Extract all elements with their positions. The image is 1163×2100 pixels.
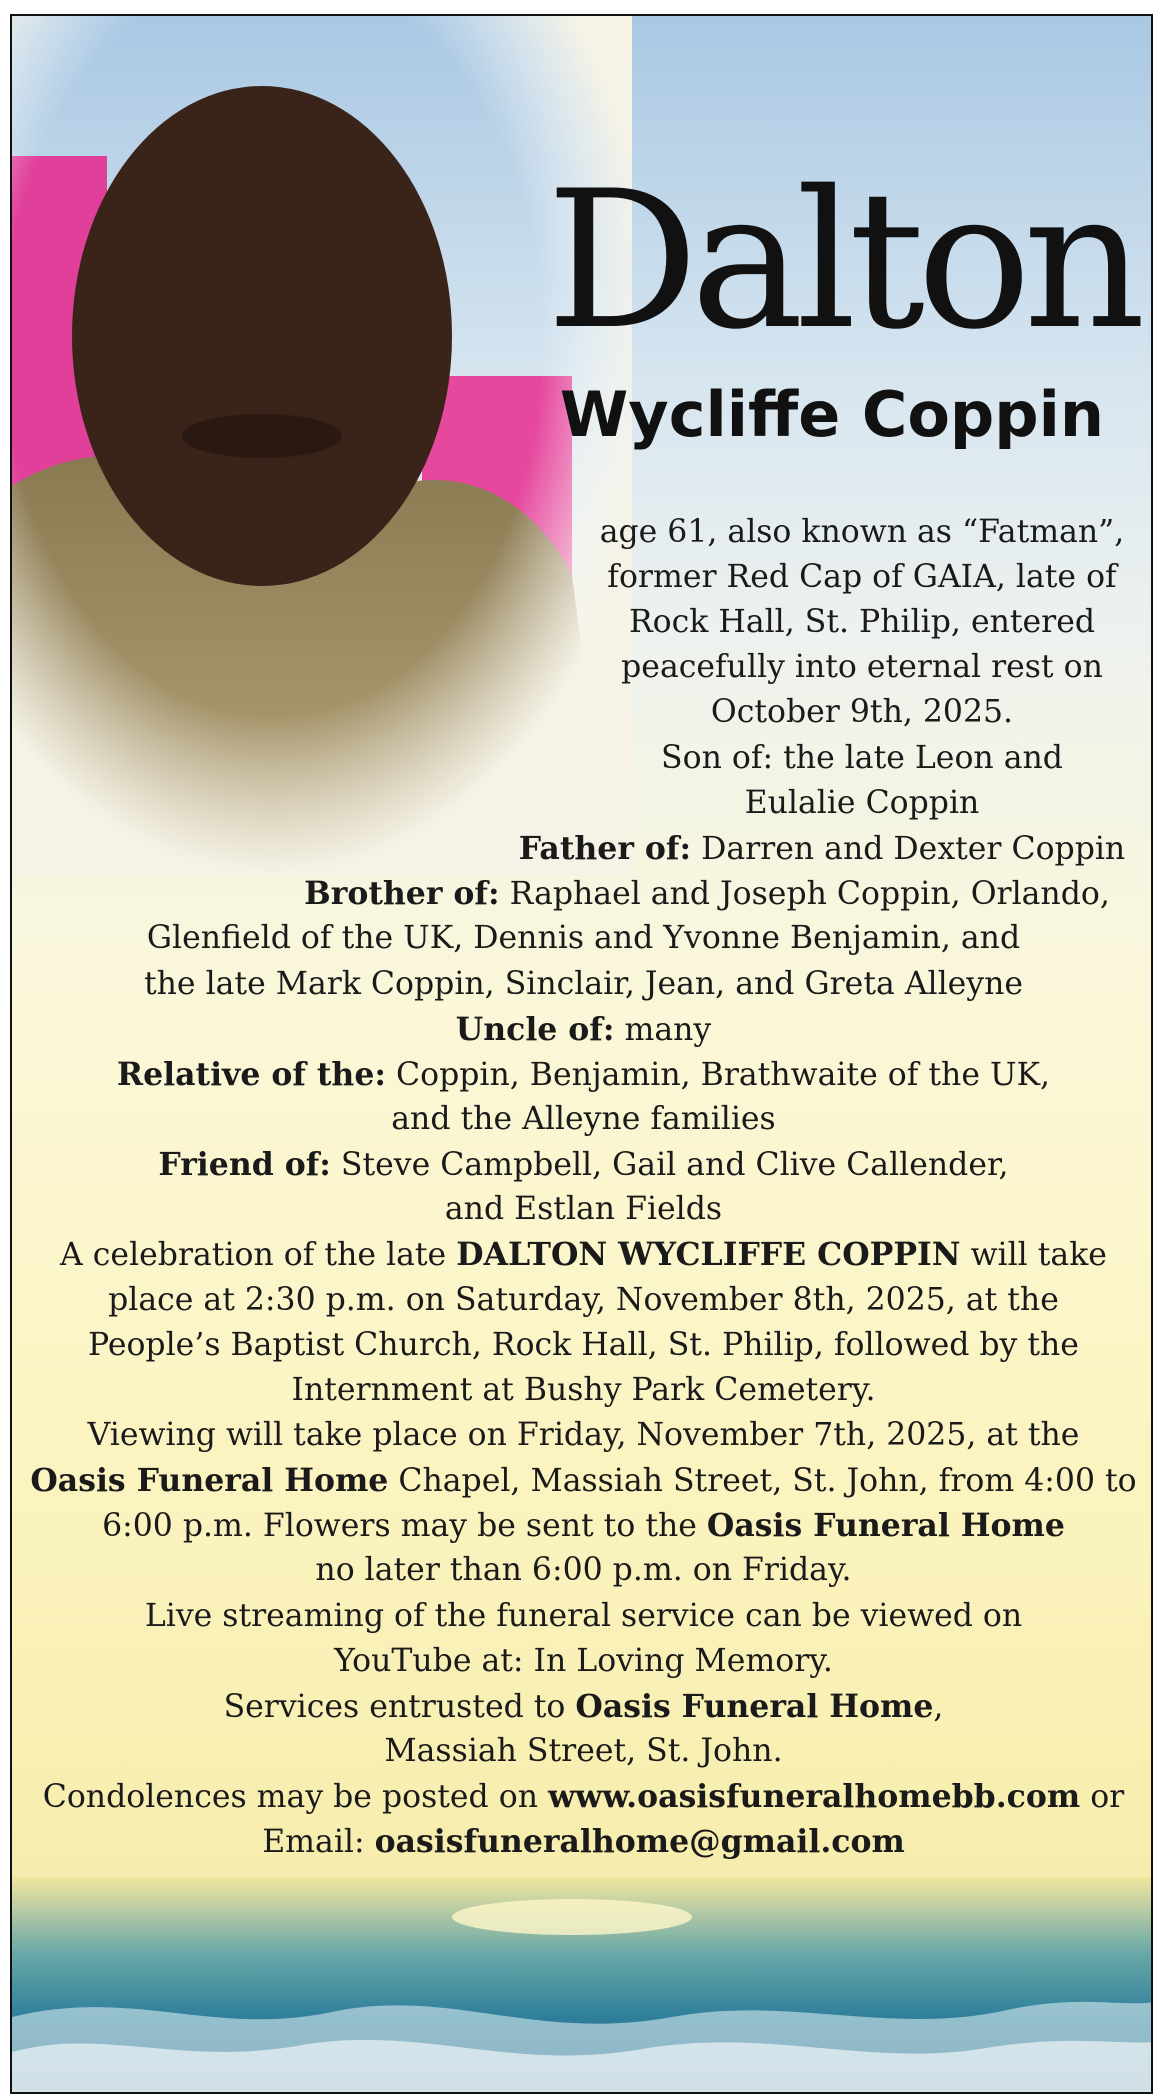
son-of-line-1: Son of: the late Leon and: [661, 740, 1063, 776]
celebration-line-4: Internment at Bushy Park Cemetery.: [291, 1372, 876, 1408]
obituary-card: [10, 14, 1153, 2094]
relative-of-line-2: and the Alleyne families: [391, 1101, 776, 1137]
intro-line-1: age 61, also known as “Fatman”,: [599, 514, 1125, 550]
stream-line-2: YouTube at: In Loving Memory.: [334, 1643, 833, 1679]
friend-of-line-2: and Estlan Fields: [444, 1191, 723, 1227]
viewing-line-3: 6:00 p.m. Flowers may be sent to the Oasis Funeral Home: [102, 1507, 1065, 1544]
celebration-line-1: A celebration of the late DALTON WYCLIFFE COPPIN will take: [60, 1236, 1107, 1273]
viewing-line-4: no later than 6:00 p.m. on Friday.: [315, 1552, 852, 1588]
viewing-line-1: Viewing will take place on Friday, November 7th, 2025, at the: [87, 1417, 1080, 1453]
email-link[interactable]: oasisfuneralhome@gmail.com: [374, 1823, 905, 1860]
intro-line-2: former Red Cap of GAIA, late of: [607, 559, 1117, 595]
intro-line-4: peacefully into eternal rest on: [621, 649, 1103, 685]
ocean-waves-image: [12, 1877, 1153, 2092]
website-link[interactable]: www.oasisfuneralhomebb.com: [548, 1778, 1081, 1815]
stream-line-1: Live streaming of the funeral service can be viewed on: [144, 1598, 1023, 1634]
first-name-title: Dalton: [546, 150, 1138, 371]
intro-line-5: October 9th, 2025.: [710, 694, 1014, 730]
relative-of-line-1: Relative of the: Coppin, Benjamin, Brathwaite of the UK,: [116, 1056, 1051, 1093]
condolences-line-1: Condolences may be posted on www.oasisfuneralhomebb.com or: [42, 1778, 1125, 1815]
celebration-line-2: place at 2:30 p.m. on Saturday, November 8th, 2025, at the: [108, 1282, 1059, 1318]
father-of-line: Father of: Darren and Dexter Coppin: [518, 830, 1126, 867]
brother-of-line-2: Glenfield of the UK, Dennis and Yvonne Benjamin, and: [146, 920, 1021, 956]
friend-of-line-1: Friend of: Steve Campbell, Gail and Clive Callender,: [158, 1146, 1009, 1183]
uncle-of-line: Uncle of: many: [455, 1011, 712, 1048]
middle-last-name-title: Wycliffe Coppin: [559, 378, 1105, 451]
celebration-line-3: People’s Baptist Church, Rock Hall, St. Philip, followed by the: [88, 1327, 1079, 1363]
condolences-line-2: Email: oasisfuneralhome@gmail.com: [262, 1823, 905, 1860]
brother-of-line-1: Brother of: Raphael and Joseph Coppin, Orlando,: [304, 875, 1110, 912]
services-line-1: Services entrusted to Oasis Funeral Home,: [223, 1688, 944, 1725]
brother-of-line-3: the late Mark Coppin, Sinclair, Jean, and Greta Alleyne: [143, 966, 1024, 1002]
viewing-line-2: Oasis Funeral Home Chapel, Massiah Street, St. John, from 4:00 to: [30, 1462, 1137, 1499]
son-of-line-2: Eulalie Coppin: [744, 785, 980, 821]
services-line-2: Massiah Street, St. John.: [384, 1733, 783, 1769]
intro-line-3: Rock Hall, St. Philip, entered: [628, 604, 1096, 640]
